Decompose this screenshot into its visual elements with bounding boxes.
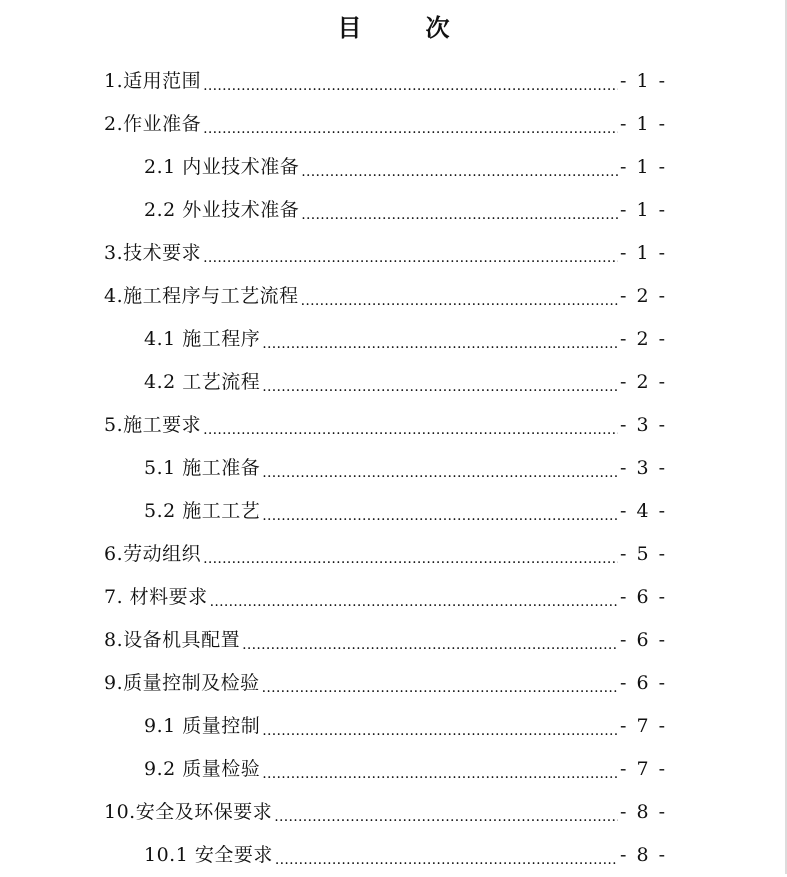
toc-entry-page-number: - 6 -: [620, 586, 668, 608]
toc-entry-page-number: - 3 -: [620, 414, 668, 436]
toc-entry-page-number: - 7 -: [620, 715, 668, 737]
toc-entry[interactable]: [0, 662, 787, 705]
toc-entry-page-number: - 7 -: [620, 758, 668, 780]
toc-entry-page-number: - 6 -: [620, 629, 668, 651]
toc-entry-page-number: - 8 -: [620, 801, 668, 823]
dot-leader: [275, 834, 618, 877]
dot-leader: [262, 318, 618, 361]
toc-entry-label: 5.1 施工准备: [144, 457, 261, 479]
toc-entry-label: 2.作业准备: [104, 113, 202, 135]
toc-entry[interactable]: [0, 834, 787, 877]
dot-leader: [203, 404, 618, 447]
dot-leader: [203, 103, 618, 146]
dot-leader: [301, 146, 618, 189]
toc-entry-label: 1.适用范围: [104, 70, 202, 92]
toc-entry-page-number: - 2 -: [620, 328, 668, 350]
toc-list: [0, 60, 787, 877]
dot-leader: [301, 275, 618, 318]
toc-entry[interactable]: [0, 748, 787, 791]
toc-entry[interactable]: [0, 576, 787, 619]
toc-entry-label: 10.安全及环保要求: [104, 801, 273, 823]
dot-leader: [274, 791, 618, 834]
toc-entry-label: 7. 材料要求: [104, 586, 208, 608]
toc-entry[interactable]: [0, 318, 787, 361]
toc-entry-label: 3.技术要求: [104, 242, 202, 264]
toc-entry-page-number: - 2 -: [620, 371, 668, 393]
dot-leader: [262, 447, 618, 490]
toc-entry-label: 5.2 施工工艺: [144, 500, 261, 522]
toc-entry[interactable]: [0, 791, 787, 834]
toc-entry[interactable]: [0, 60, 787, 103]
toc-entry[interactable]: [0, 189, 787, 232]
toc-entry-label: 5.施工要求: [104, 414, 202, 436]
toc-entry[interactable]: [0, 490, 787, 533]
dot-leader: [262, 748, 618, 791]
dot-leader: [262, 662, 618, 705]
toc-entry-label: 10.1 安全要求: [144, 844, 273, 866]
toc-entry[interactable]: [0, 361, 787, 404]
toc-entry[interactable]: [0, 146, 787, 189]
toc-entry-label: 6.劳动组织: [104, 543, 202, 565]
toc-entry[interactable]: [0, 232, 787, 275]
toc-entry[interactable]: [0, 619, 787, 662]
toc-entry-label: 8.设备机具配置: [104, 629, 241, 651]
dot-leader: [203, 60, 618, 103]
dot-leader: [262, 490, 618, 533]
toc-entry-page-number: - 2 -: [620, 285, 668, 307]
toc-entry-page-number: - 1 -: [620, 70, 668, 92]
toc-entry-page-number: - 8 -: [620, 844, 668, 866]
toc-entry-page-number: - 6 -: [620, 672, 668, 694]
toc-entry-page-number: - 1 -: [620, 242, 668, 264]
toc-entry-label: 2.1 内业技术准备: [144, 156, 300, 178]
toc-entry[interactable]: [0, 103, 787, 146]
toc-entry[interactable]: [0, 447, 787, 490]
dot-leader: [242, 619, 618, 662]
toc-entry-label: 4.2 工艺流程: [144, 371, 261, 393]
dot-leader: [203, 533, 618, 576]
toc-entry-page-number: - 3 -: [620, 457, 668, 479]
dot-leader: [210, 576, 618, 619]
toc-entry[interactable]: [0, 533, 787, 576]
toc-entry-label: 9.1 质量控制: [144, 715, 261, 737]
toc-entry-page-number: - 4 -: [620, 500, 668, 522]
toc-entry-label: 9.2 质量检验: [144, 758, 261, 780]
dot-leader: [262, 705, 618, 748]
dot-leader: [203, 232, 618, 275]
toc-entry-page-number: - 1 -: [620, 199, 668, 221]
dot-leader: [262, 361, 618, 404]
toc-entry[interactable]: [0, 275, 787, 318]
toc-entry-page-number: - 1 -: [620, 156, 668, 178]
toc-title: 目 次: [337, 14, 470, 42]
toc-entry-label: 4.施工程序与工艺流程: [104, 285, 299, 307]
toc-entry[interactable]: [0, 705, 787, 748]
toc-entry-page-number: - 1 -: [620, 113, 668, 135]
toc-entry-page-number: - 5 -: [620, 543, 668, 565]
dot-leader: [301, 189, 618, 232]
toc-entry-label: 9.质量控制及检验: [104, 672, 260, 694]
toc-entry-label: 2.2 外业技术准备: [144, 199, 300, 221]
toc-entry-label: 4.1 施工程序: [144, 328, 261, 350]
toc-entry[interactable]: [0, 404, 787, 447]
